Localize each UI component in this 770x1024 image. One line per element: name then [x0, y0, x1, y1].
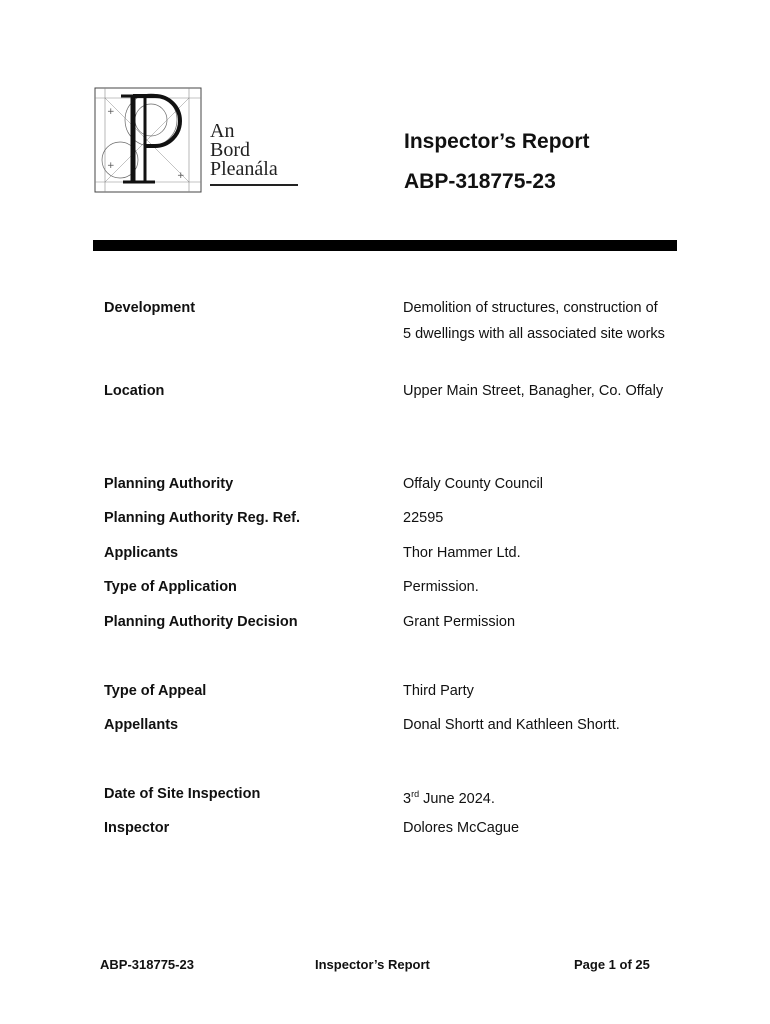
- logo-word-pleanala: Pleanála: [210, 158, 278, 180]
- svg-text:+: +: [177, 171, 185, 181]
- detail-value: Upper Main Street, Banagher, Co. Offaly: [403, 383, 664, 399]
- logo-underline: [210, 184, 298, 186]
- report-title-line: Inspector’s Report: [404, 130, 590, 153]
- detail-value: [403, 782, 665, 812]
- detail-label: Planning Authority Decision: [104, 614, 298, 630]
- detail-label: Location: [104, 383, 165, 399]
- detail-label: Type of Appeal: [104, 683, 207, 699]
- detail-label: Planning Authority: [104, 476, 234, 492]
- detail-value: Grant Permission: [403, 614, 516, 630]
- logo-word-bord: Bord: [210, 139, 250, 161]
- detail-label: Applicants: [104, 545, 179, 561]
- case-reference-title: ABP-318775-23: [404, 170, 556, 193]
- an-bord-pleanala-logo: [93, 86, 303, 194]
- detail-value: 22595: [403, 510, 444, 526]
- detail-value: Dolores McCague: [403, 820, 520, 836]
- footer-page-number: Page 1 of 25: [574, 957, 650, 972]
- detail-label: Appellants: [104, 717, 179, 733]
- detail-value: Demolition of structures, construction of 5 dwellings with all associated site works: [403, 300, 665, 342]
- footer-case-reference: ABP-318775-23: [100, 957, 194, 972]
- date-rest: June 2024.: [419, 790, 495, 807]
- detail-label: Date of Site Inspection: [104, 786, 261, 802]
- detail-value: Offaly County Council: [403, 476, 543, 492]
- detail-value: Donal Shortt and Kathleen Shortt.: [403, 717, 620, 733]
- detail-label: Type of Application: [104, 579, 237, 595]
- logo-wordmark: [210, 122, 278, 179]
- date-ordinal-suffix: rd: [411, 789, 420, 799]
- detail-label: Planning Authority Reg. Ref.: [104, 510, 301, 526]
- svg-text:+: +: [107, 161, 115, 171]
- detail-value: Permission.: [403, 579, 479, 595]
- detail-label: Development: [104, 300, 196, 316]
- detail-value: Third Party: [403, 683, 474, 699]
- svg-text:+: +: [107, 107, 115, 117]
- footer-document-title: Inspector’s Report: [315, 957, 430, 972]
- detail-label: Inspector: [104, 820, 170, 836]
- logo-word-an: An: [210, 120, 235, 142]
- date-day: 3: [403, 790, 412, 807]
- logo-p-monogram-icon: [93, 86, 203, 194]
- detail-value: Thor Hammer Ltd.: [403, 545, 521, 561]
- header-divider: [93, 240, 677, 251]
- report-title: [404, 128, 590, 196]
